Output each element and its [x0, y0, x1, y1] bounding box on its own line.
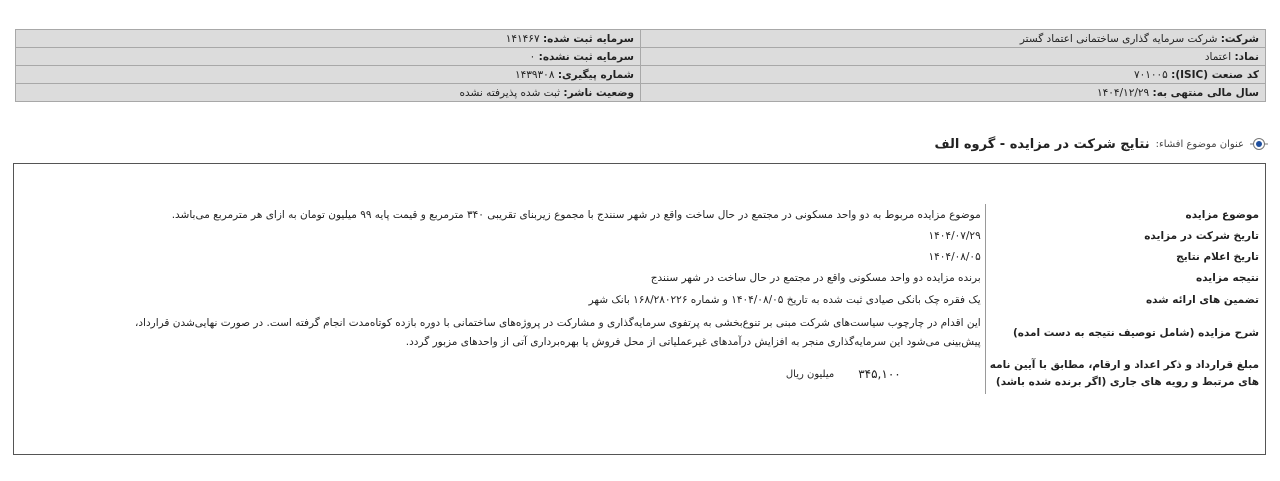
publisher-status-label: وضعیت ناشر: [563, 86, 634, 99]
fiscal-year-value: ۱۴۰۴/۱۲/۲۹ [1096, 86, 1150, 99]
guarantees-value: یک فقره چک بانکی صیادی ثبت شده به تاریخ ۱۴۰۴/۰۸/۰۵ و شماره ۱۶۸/۲۸۰۲۲۶ بانک شهر [588, 294, 981, 306]
fiscal-year-label: سال مالی منتهی به: [1152, 86, 1259, 99]
contract-amount-label [985, 354, 1259, 394]
unregistered-capital-value: ۰ [529, 50, 536, 63]
participation-date-value: ۱۴۰۴/۰۷/۲۹ [928, 229, 981, 242]
company-value: شرکت سرمایه گذاری ساختمانی اعتماد گستر [1019, 32, 1218, 45]
description-line: پیش‌بینی می‌شود این سرمایه‌گذاری منجر به افزایش درآمدهای غیرعملیاتی از محل فروش یا بهره‌برداری آتی از واحدهای مزبور گردد. [405, 336, 981, 348]
company-label: شرکت: [1220, 32, 1259, 45]
symbol-value: اعتماد [1204, 50, 1232, 63]
contract-amount-value: ۳۴۵,۱۰۰ [858, 366, 901, 381]
contract-amount-label-line: های مرتبط و رویه های جاری (اگر برنده شده باشد) [995, 376, 1259, 388]
detail-row [131, 246, 1259, 267]
detail-row [131, 267, 1259, 288]
auction-subject-label: موضوع مزایده [985, 204, 1259, 225]
detail-row [131, 204, 1259, 225]
info-row [16, 48, 1266, 66]
participation-date-label: تاریخ شرکت در مزایده [985, 225, 1259, 246]
topic-label: عنوان موضوع افشاء: [1155, 138, 1244, 150]
description-line: این اقدام در چارچوب سیاست‌های شرکت مبنی بر تنوع‌بخشی به پرتفوی سرمایه‌گذاری و مشارکت در پروژه‌های ساختمانی با دوره بازده کوتاه‌مدت انجام گرفته است. در صورت نهایی‌شدن قرارداد، [134, 317, 981, 329]
isic-value: ۷۰۱۰۰۵ [1133, 68, 1168, 81]
contract-amount-unit: میلیون ریال [785, 368, 835, 380]
symbol-cell [641, 48, 1266, 66]
unregistered-capital-cell [16, 48, 641, 66]
contract-amount-cell [131, 354, 985, 394]
tracking-number-value: ۱۴۳۹۳۰۸ [514, 68, 555, 81]
contract-amount-label-line: مبلغ قرارداد و ذکر اعداد و ارقام، مطابق با آیین نامه [989, 359, 1259, 371]
info-row [16, 84, 1266, 102]
auction-subject-value: موضوع مزایده مربوط به دو واحد مسکونی در مجتمع در حال ساخت واقع در شهر سنندج با مجموع زیربنای تقریبی ۳۴۰ مترمربع و قیمت پایه ۹۹ میلیون تومان به ازای هر مترمربع می‌باشد. [171, 208, 981, 221]
auction-result-label: نتیجه مزایده [985, 267, 1259, 288]
company-info-table [15, 29, 1266, 102]
auction-details-table [131, 204, 1259, 394]
detail-row [131, 225, 1259, 246]
tracking-number-label: شماره پیگیری: [557, 68, 634, 81]
target-icon [1250, 135, 1268, 153]
registered-capital-cell [16, 30, 641, 48]
symbol-label: نماد: [1234, 50, 1259, 63]
publisher-status-value: ثبت شده پذیرفته نشده [459, 86, 561, 99]
registered-capital-value: ۱۴۱۴۶۷ [505, 32, 540, 45]
info-row [16, 66, 1266, 84]
topic-value: نتایج شرکت در مزایده - گروه الف [934, 136, 1150, 152]
detail-row [131, 354, 1259, 394]
registered-capital-label: سرمایه ثبت شده: [542, 32, 634, 45]
info-row [16, 30, 1266, 48]
guarantees-label: تضمین های ارائه شده [985, 288, 1259, 312]
disclosure-topic [935, 135, 1268, 153]
isic-label: کد صنعت (ISIC): [1171, 68, 1259, 81]
company-cell [641, 30, 1266, 48]
auction-result-value: برنده مزایده دو واحد مسکونی واقع در مجتمع در حال ساخت در شهر سنندج [650, 271, 981, 284]
auction-description-value [131, 312, 985, 354]
publisher-status-cell [16, 84, 641, 102]
fiscal-year-cell [641, 84, 1266, 102]
auction-details-box [13, 163, 1266, 455]
unregistered-capital-label: سرمایه ثبت نشده: [538, 50, 634, 63]
detail-row [131, 312, 1259, 354]
results-date-value: ۱۴۰۴/۰۸/۰۵ [928, 250, 981, 263]
detail-row [131, 288, 1259, 312]
tracking-number-cell [16, 66, 641, 84]
results-date-label: تاریخ اعلام نتایج [985, 246, 1259, 267]
isic-cell [641, 66, 1266, 84]
auction-description-label: شرح مزایده (شامل توصیف نتیجه به دست امده) [985, 312, 1259, 354]
